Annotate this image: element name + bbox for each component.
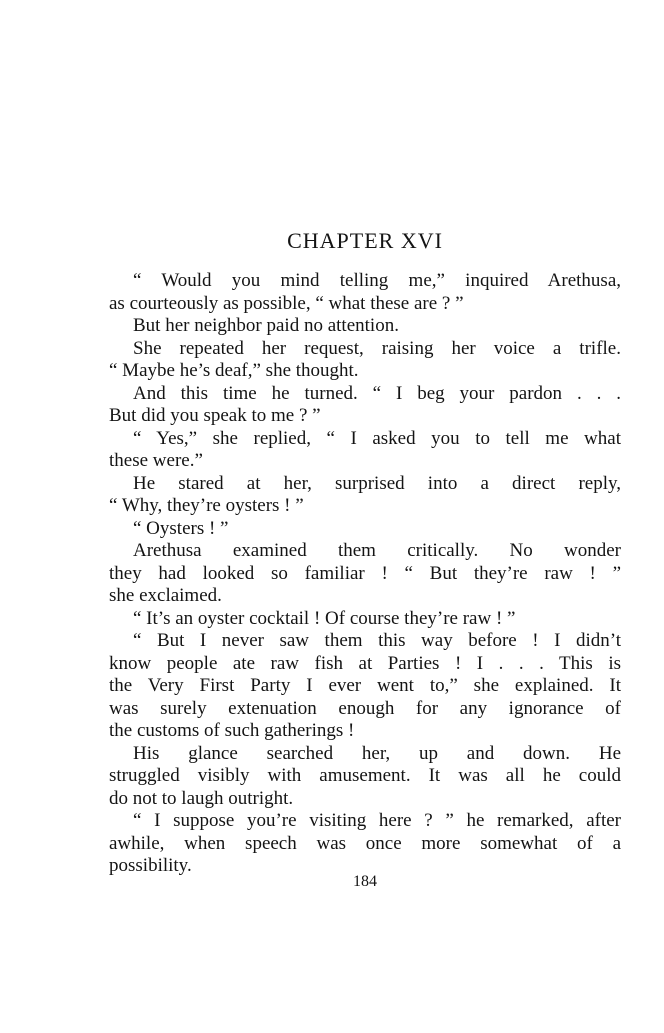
chapter-title: CHAPTER XVI [287,228,443,253]
text-line: struggled visibly with amusement. It was all he could [109,765,621,786]
text-line: “ I suppose you’re visiting here ? ” he remarked, after [133,810,621,831]
text-line: do not to laugh outright. [109,787,294,809]
text-line: know people ate raw fish at Parties ! I . . . This is [109,652,621,674]
text-line: the Very First Party I ever went to,” she explained. It [109,675,621,696]
text-line: But her neighbor paid no attention. [133,315,399,336]
text-line: She repeated her request, raising her voice a trifle. [133,337,621,359]
text-line: was surely extenuation enough for any ignorance of [109,697,621,719]
text-line: “ Oysters ! ” [133,517,229,539]
text-line: possibility. [109,855,192,876]
text-line: His glance searched her, up and down. He [133,742,621,764]
text-line: And this time he turned. “ I beg your pardon . . . [133,382,621,404]
text-line: as courteously as possible, “ what these are ? ” [109,292,464,314]
text-line: “ It’s an oyster cocktail ! Of course they’re raw ! ” [133,607,516,629]
text-line: “ Would you mind telling me,” inquired Arethusa, [133,270,621,291]
text-line: “ Yes,” she replied, “ I asked you to tell me what [133,427,621,449]
text-line: “ But I never saw them this way before ! I didn’t [133,630,621,651]
text-line: He stared at her, surprised into a direct reply, [133,472,621,494]
text-line: But did you speak to me ? ” [109,405,321,426]
text-line: “ Maybe he’s deaf,” she thought. [109,360,359,381]
text-line: Arethusa examined them critically. No wonder [133,540,621,561]
text-line: the customs of such gatherings ! [109,720,355,741]
page-number: 184 [353,873,377,890]
text-line: these were.” [109,450,203,471]
body-text [109,270,621,878]
text-line: “ Why, they’re oysters ! ” [109,495,304,516]
text-line: she exclaimed. [109,585,222,606]
text-line: they had looked so familiar ! “ But they’re raw ! ” [109,562,621,584]
text-line: awhile, when speech was once more somewhat of a [109,832,621,854]
